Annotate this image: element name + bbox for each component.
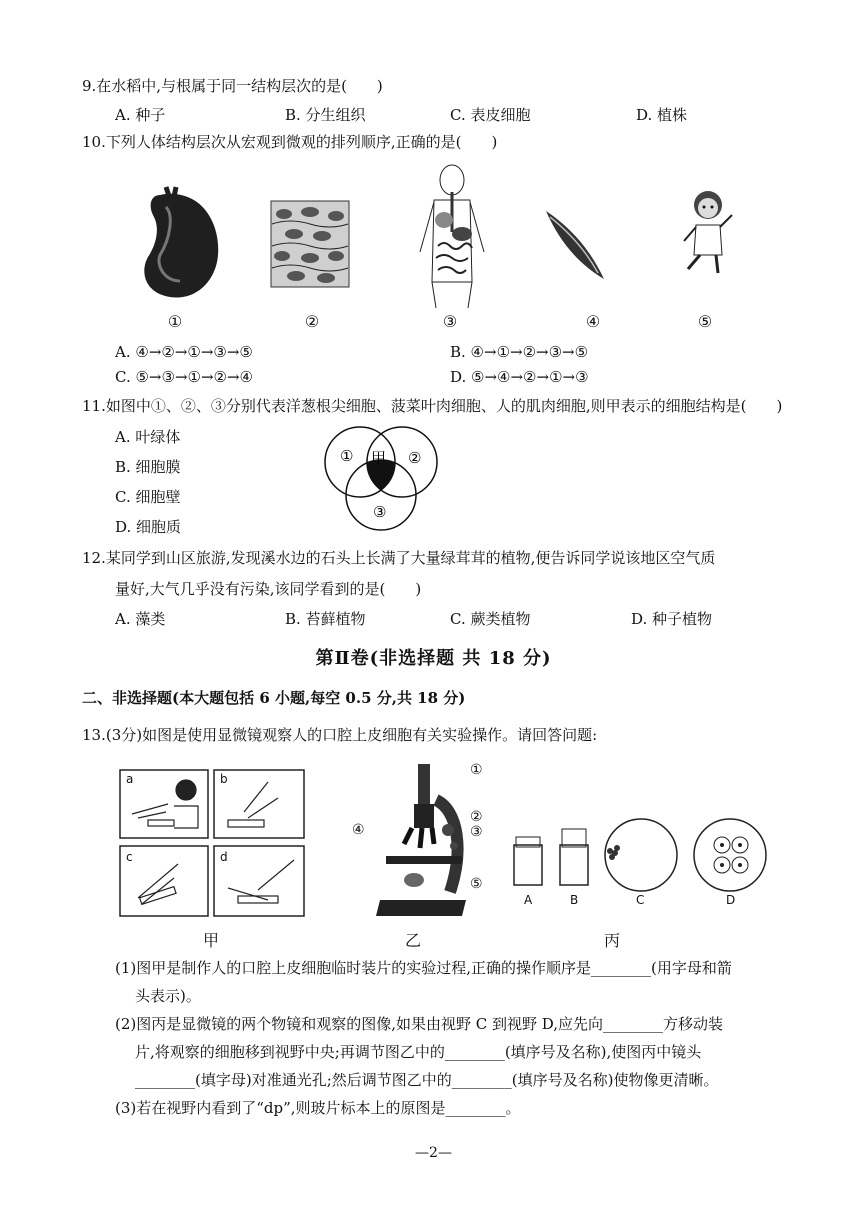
q13-part2-line1: (2)图丙是显微镜的两个物镜和观察的图像,如果由视野 C 到视野 D,应先向________方移动装 — [115, 1015, 724, 1033]
q11-stem: 11.如图中①、②、③分别代表洋葱根尖细胞、菠菜叶肉细胞、人的肌肉细胞,则甲表示的细胞结构是( ) — [82, 397, 783, 415]
fig-label-4: ④ — [585, 312, 601, 331]
q12-stem-line2: 量好,大气几乎没有污染,该同学看到的是( ) — [115, 580, 422, 598]
venn-label-2: ② — [408, 449, 422, 467]
bing-label-d: D — [726, 893, 736, 907]
fig-caption-bing: 丙 — [603, 931, 620, 950]
stomach-image — [130, 185, 225, 310]
figure-yi-microscope — [350, 760, 490, 920]
q12-option-c: C. 蕨类植物 — [450, 610, 531, 628]
q9-option-a: A. 种子 — [115, 106, 166, 124]
q13-part1-line1: (1)图甲是制作人的口腔上皮细胞临时装片的实验过程,正确的操作顺序是________(用字母和箭 — [115, 959, 732, 977]
q13-part2-line2: 片,将观察的细胞移到视野中央;再调节图乙中的________(填序号及名称),使图丙中镜头 — [135, 1043, 702, 1061]
q12-option-d: D. 种子植物 — [631, 610, 713, 628]
panel-letter-c: c — [126, 850, 133, 864]
figure-bing — [508, 815, 773, 910]
section-heading: 二、非选择题(本大题包括 6 小题,每空 0.5 分,共 18 分) — [82, 689, 466, 707]
muscle-cell-image — [540, 205, 610, 285]
q13-part1-line2: 头表示)。 — [135, 987, 201, 1005]
fig-label-3: ③ — [442, 312, 458, 331]
scope-label-4: ④ — [352, 822, 365, 838]
panel-letter-b: b — [220, 772, 228, 786]
fig-label-1: ① — [167, 312, 183, 331]
scope-label-2: ② — [470, 809, 483, 825]
bing-label-a: A — [524, 893, 533, 907]
bing-label-b: B — [570, 893, 579, 907]
q9-stem: 9.在水稻中,与根属于同一结构层次的是( ) — [82, 77, 383, 95]
panel-letter-d: d — [220, 850, 228, 864]
fig-caption-jia: 甲 — [202, 931, 219, 950]
scope-label-3: ③ — [470, 824, 483, 840]
fig-label-5: ⑤ — [697, 312, 713, 331]
q10-stem: 10.下列人体结构层次从宏观到微观的排列顺序,正确的是( ) — [82, 133, 498, 151]
q11-option-d: D. 细胞质 — [115, 518, 182, 536]
q12-option-b: B. 苔藓植物 — [285, 610, 366, 628]
human-body-organs-image — [412, 162, 492, 310]
panel-letter-a: a — [126, 772, 134, 786]
fig-label-2: ② — [304, 312, 320, 331]
q10-option-b: B. ④→①→②→③→⑤ — [450, 343, 589, 361]
venn-label-1: ① — [340, 447, 354, 465]
q10-option-c: C. ⑤→③→①→②→④ — [115, 368, 253, 386]
scope-label-5: ⑤ — [470, 876, 483, 892]
bing-label-c: C — [636, 893, 645, 907]
q9-option-d: D. 植株 — [636, 106, 688, 124]
figure-jia — [118, 768, 306, 918]
epithelial-tissue-image — [270, 200, 350, 288]
q13-part3: (3)若在视野内看到了“dp”,则玻片标本上的原图是________。 — [115, 1099, 521, 1117]
q12-option-a: A. 藻类 — [115, 610, 166, 628]
q12-stem-line1: 12.某同学到山区旅游,发现溪水边的石头上长满了大量绿茸茸的植物,便告诉同学说该地区空气质 — [82, 549, 716, 567]
q11-option-a: A. 叶绿体 — [115, 428, 181, 446]
section-title: 第Ⅱ卷(非选择题 共 18 分) — [315, 648, 552, 669]
venn-label-3: ③ — [373, 503, 387, 521]
q10-option-d: D. ⑤→④→②→①→③ — [450, 368, 589, 386]
page-number: —2— — [415, 1145, 452, 1161]
q9-option-b: B. 分生组织 — [285, 106, 366, 124]
q11-option-b: B. 细胞膜 — [115, 458, 181, 476]
q10-option-a: A. ④→②→①→③→⑤ — [115, 343, 253, 361]
fig-caption-yi: 乙 — [404, 931, 421, 950]
child-figure-image — [680, 185, 740, 280]
q11-option-c: C. 细胞壁 — [115, 488, 181, 506]
venn-label-jia: 甲 — [371, 449, 387, 467]
q13-part2-line3: ________(填字母)对准通光孔;然后调节图乙中的________(填序号及名称)使物像更清晰。 — [135, 1071, 719, 1089]
q13-stem: 13.(3分)如图是使用显微镜观察人的口腔上皮细胞有关实验操作。请回答问题: — [82, 726, 598, 744]
venn-diagram — [312, 425, 447, 535]
scope-label-1: ① — [470, 762, 483, 778]
q9-option-c: C. 表皮细胞 — [450, 106, 531, 124]
